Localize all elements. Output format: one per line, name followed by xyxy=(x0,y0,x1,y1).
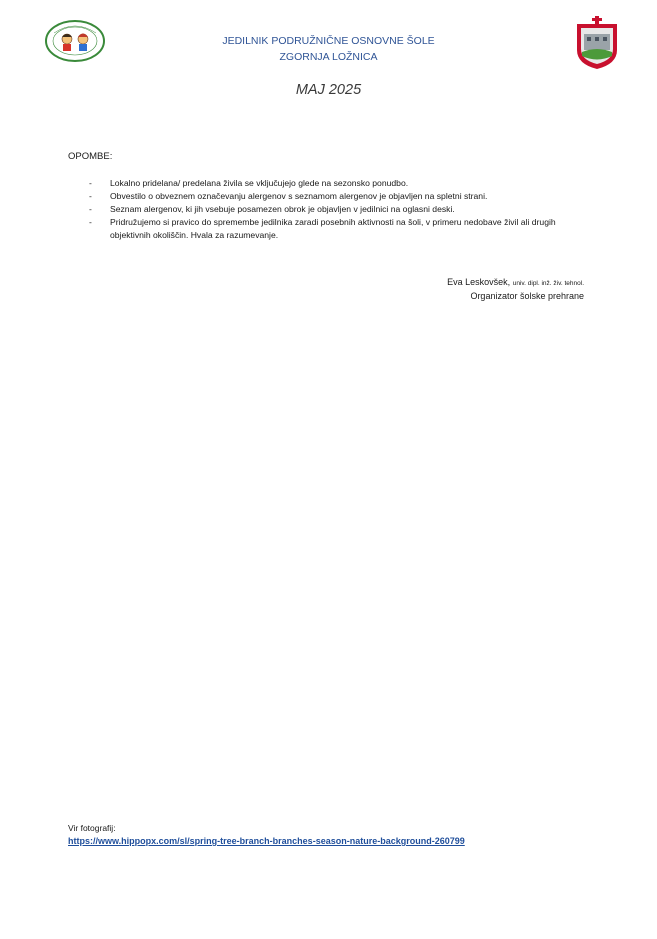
menu-month: MAJ 2025 xyxy=(295,82,362,98)
list-item: - Lokalno pridelana/ predelana živila se vključujejo glede na sezonsko ponudbo. xyxy=(89,178,409,188)
list-item: - Seznam alergenov, ki jih vsebuje posamezen obrok je objavljen v jedilnici na oglasni deski. xyxy=(89,204,455,214)
signature-name: Eva Leskovšek, xyxy=(447,277,511,287)
school-logo-right xyxy=(575,16,619,70)
photo-source-link[interactable]: https://www.hippopx.com/sl/spring-tree-branch-branches-season-nature-background-260799 xyxy=(68,836,465,846)
menu-title-line2: ZGORNJA LOŽNICA xyxy=(279,51,378,63)
signature-credentials: univ. dipl. inž. živ. tehnol. xyxy=(512,280,584,287)
list-item: - Obvestilo o obveznem označevanju alergenov s seznamom alergenov je objavljen na spletni strani. xyxy=(89,191,488,201)
notes-list xyxy=(68,177,588,242)
list-item: - Pridružujemo si pravico do spremembe jedilnika zaradi posebnih aktivnosti na šoli, v primeru nedobave živil ali drugih objektivnih okoliščin. Hvala za razumevanje. xyxy=(89,217,556,240)
school-crest-icon xyxy=(575,16,619,70)
signature-role: Organizator šolske prehrane xyxy=(470,291,584,301)
notes-heading: OPOMBE: xyxy=(68,151,113,162)
photo-source-label: Vir fotografij: xyxy=(68,823,116,833)
signature-name-line xyxy=(447,277,584,287)
menu-title-line1: JEDILNIK PODRUŽNIČNE OSNOVNE ŠOLE xyxy=(222,35,435,47)
